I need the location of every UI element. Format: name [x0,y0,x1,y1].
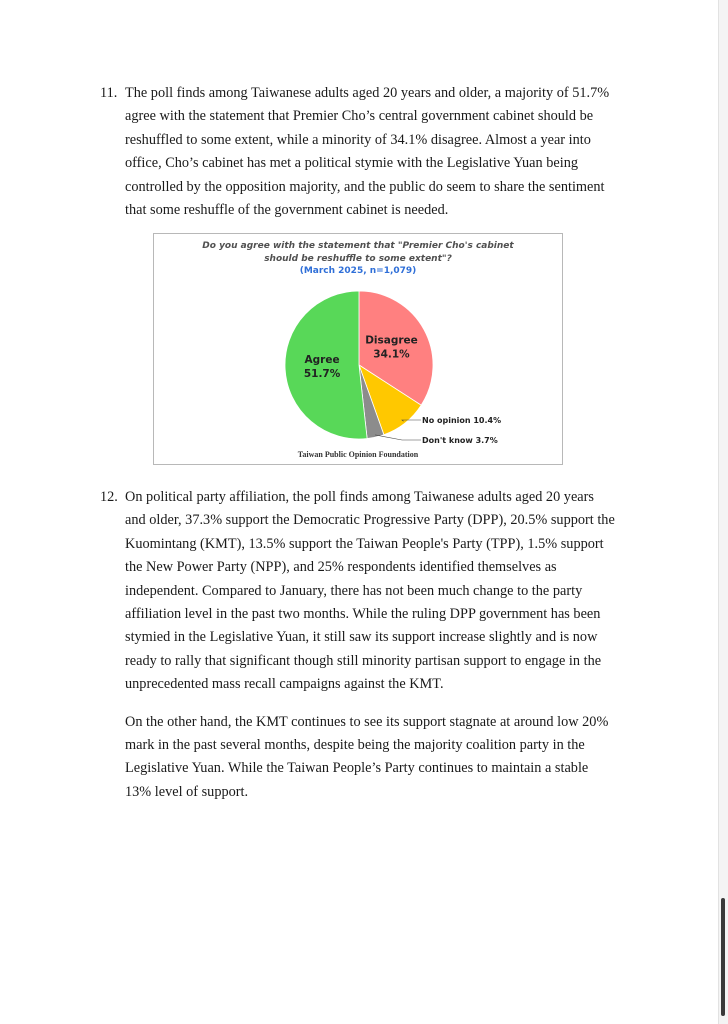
list-item-12 [100,486,615,804]
chart-title-line-2: should be reshuffle to some extent"? [264,253,452,264]
scrollbar-thumb[interactable] [721,898,725,1016]
pie-chart-figure [153,233,563,465]
slice-label-disagree: Disagree [365,334,418,347]
item-paragraph: The poll finds among Taiwanese adults aged 20 years and older, a majority of 51.7% agree with the statement that Premier Cho’s central government cabinet should be reshuffled to some extent, while a minority of 34.1% disagree. Almost a year into office, Cho’s cabinet has met a political stymie with the Legislative Yuan being controlled by the opposition majority, and the public do seem to share the sentiment that some reshuffle of the government cabinet is needed. [125,85,610,219]
slice-label-agree: Agree [304,354,340,367]
item-paragraph: On the other hand, the KMT continues to see its support stagnate at around low 20% mark in the past several months, despite being the majority coalition party in the Legislative Yuan. While the Taiwan People’s Party continues to maintain a stable 13% level of support. [125,713,609,800]
scrollbar-track[interactable] [718,0,728,1024]
chart-source: Taiwan Public Opinion Foundation [297,450,419,459]
callout-label-don-t-know: Don't know 3.7% [422,436,498,445]
pie-chart [154,234,562,464]
slice-value-disagree: 34.1% [373,348,410,361]
list-item-11 [100,82,615,222]
chart-title-line-1: Do you agree with the statement that "Premier Cho's cabinet [202,241,514,251]
item-paragraph: On political party affiliation, the poll finds among Taiwanese adults aged 20 years and older, 37.3% support the Democratic Progressive Party (DPP), 20.5% support the Kuomintang (KMT), 13.5% support the Taiwan People's Party (TPP), 1.5% support the New Power Party (NPP), and 25% respondents identified themselves as independent. Compared to January, there has not been much change to the party affiliation level in the past two months. While the ruling DPP government has been stymied in the Legislative Yuan, it still saw its support increase slightly and is now ready to rally that significant though still minority partisan support to engage in the unprecedented mass recall campaigns against the KMT. [125,489,615,693]
item-number: 11. [100,85,118,101]
chart-subtitle: (March 2025, n=1,079) [299,266,417,276]
callout-label-no-opinion: No opinion 10.4% [422,416,502,425]
item-number: 12. [100,489,118,505]
slice-value-agree: 51.7% [303,368,341,381]
